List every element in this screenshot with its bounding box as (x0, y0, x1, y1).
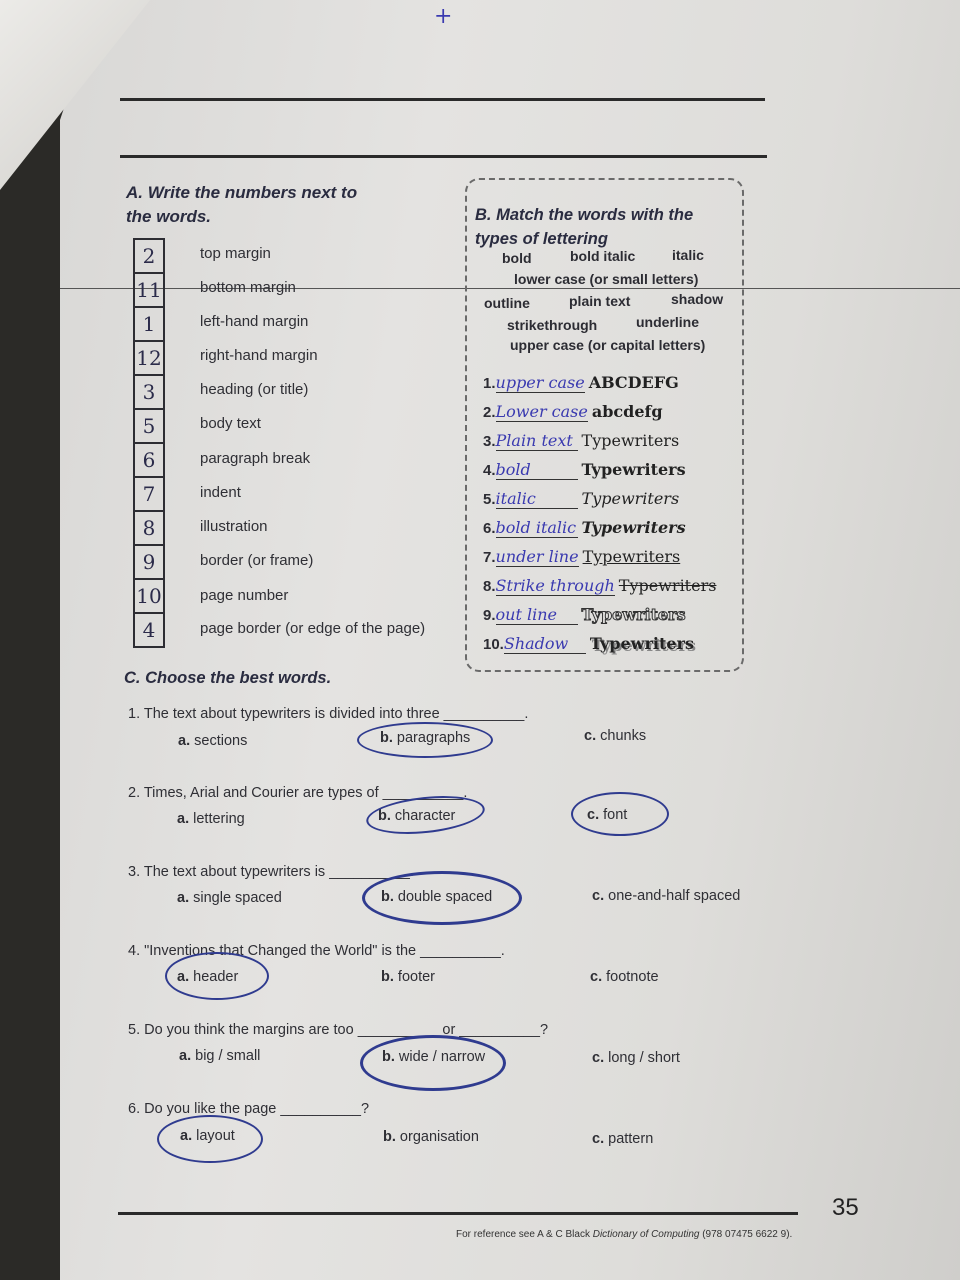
option-letter: a. (178, 733, 191, 749)
section-c-heading: C. Choose the best words. (124, 669, 332, 687)
option-text: lettering (193, 811, 245, 827)
section-b-line (483, 605, 686, 625)
option-text: paragraphs (396, 730, 471, 746)
option-c[interactable] (592, 1050, 680, 1066)
word-bank-item: shadow (671, 291, 724, 307)
option-c[interactable] (584, 728, 646, 744)
section-b-line (483, 518, 686, 538)
answer-field[interactable]: Lower case (495, 402, 588, 421)
option-c[interactable] (592, 1131, 653, 1147)
section-a-answer[interactable]: 7 (133, 476, 165, 510)
lettering-sample: Typewriters (618, 576, 717, 595)
option-b[interactable] (383, 1129, 479, 1145)
question-text: 1. The text about typewriters is divided into three __________. (128, 706, 529, 722)
section-a-label: page number (200, 587, 289, 604)
option-text: layout (196, 1128, 235, 1144)
answer-field[interactable]: italic (496, 489, 578, 509)
option-letter: b. (380, 730, 393, 746)
lettering-sample: Typewriters (581, 460, 686, 479)
section-a-answer[interactable]: 1 (133, 306, 165, 340)
option-text: single spaced (193, 890, 282, 906)
option-letter: a. (180, 1128, 193, 1144)
lettering-sample: ABCDEFG (588, 373, 679, 392)
option-letter: a. (179, 1048, 192, 1064)
answer-field[interactable]: Strike through (495, 576, 615, 595)
option-c[interactable] (592, 888, 740, 904)
line-number: 5. (483, 491, 496, 508)
option-letter: a. (177, 969, 190, 985)
footer-suffix: (978 07475 6622 9). (699, 1229, 793, 1240)
option-letter: b. (383, 1129, 396, 1145)
bottom-rule (118, 1212, 798, 1215)
answer-circle (157, 1115, 263, 1163)
option-text: big / small (195, 1048, 261, 1064)
section-a-label: illustration (200, 518, 268, 535)
section-a-label: page border (or edge of the page) (200, 620, 426, 637)
option-text: font (603, 807, 628, 823)
option-letter: c. (590, 969, 603, 985)
option-letter: a. (177, 811, 190, 827)
question-text: 4. "Inventions that Changed the World" is the __________. (128, 943, 505, 959)
section-a-label: bottom margin (200, 279, 296, 296)
option-text: one-and-half spaced (608, 888, 741, 904)
question-text: 2. Times, Arial and Courier are types of __________. (128, 785, 468, 801)
option-text: pattern (608, 1131, 654, 1147)
option-b[interactable] (381, 969, 435, 985)
section-a-answer[interactable]: 4 (133, 612, 165, 648)
word-bank-item: upper case (or capital letters) (510, 337, 706, 353)
section-a-label: right-hand margin (200, 347, 318, 364)
section-a-heading: A. Write the numbers next to the words. (126, 183, 358, 226)
section-b-line (483, 634, 694, 654)
section-a-answer[interactable]: 10 (133, 578, 165, 612)
lettering-sample: Typewriters (581, 489, 680, 508)
section-a-label: body text (200, 415, 261, 432)
section-a-answer[interactable]: 5 (133, 408, 165, 442)
option-letter: c. (584, 728, 597, 744)
section-a-label: indent (200, 484, 241, 501)
option-text: footnote (606, 969, 659, 985)
line-number: 10. (483, 636, 504, 653)
option-letter: b. (381, 889, 394, 905)
lettering-sample: Typewriters (582, 547, 681, 566)
section-a-answer[interactable]: 3 (133, 374, 165, 408)
option-letter: c. (592, 888, 605, 904)
section-a-label: border (or frame) (200, 552, 314, 569)
option-letter: a. (177, 890, 190, 906)
line-number: 4. (483, 462, 496, 479)
option-text: character (394, 808, 456, 824)
line-number: 9. (483, 607, 496, 624)
section-a-answer[interactable]: 11 (133, 272, 165, 306)
section-b-line (483, 373, 679, 393)
footer-reference (456, 1229, 792, 1240)
section-a-label: heading (or title) (200, 381, 309, 398)
section-a-answer[interactable]: 8 (133, 510, 165, 544)
word-bank-item: underline (636, 314, 700, 330)
answer-field[interactable]: under line (495, 547, 579, 566)
section-a-answer[interactable]: 6 (133, 442, 165, 476)
option-text: sections (194, 733, 248, 749)
section-a-label: top margin (200, 245, 271, 262)
answer-field[interactable]: Plain text (496, 431, 578, 451)
line-number: 3. (483, 433, 496, 450)
answer-field[interactable]: out line (496, 605, 578, 625)
option-text: double spaced (397, 889, 493, 905)
top-rule (120, 98, 765, 101)
option-letter: c. (592, 1050, 605, 1066)
lettering-sample: abcdefg (591, 402, 663, 421)
section-a-answer[interactable]: 2 (133, 238, 165, 272)
question-text: 6. Do you like the page __________? (128, 1101, 370, 1117)
answer-circle (360, 1035, 506, 1091)
page-number: 35 (832, 1194, 859, 1221)
option-text: chunks (600, 728, 647, 744)
option-a[interactable] (177, 890, 282, 906)
option-text: wide / narrow (398, 1049, 486, 1065)
answer-field[interactable]: bold (496, 460, 578, 480)
option-a[interactable] (179, 1048, 260, 1064)
answer-circle (357, 722, 493, 758)
section-a-label: left-hand margin (200, 313, 309, 330)
answer-field[interactable]: bold italic (495, 518, 577, 537)
answer-field[interactable]: Shadow (504, 634, 586, 654)
section-b-heading: B. Match the words with the types of lettering (475, 206, 694, 248)
option-c[interactable] (590, 969, 659, 985)
section-b-line (483, 431, 679, 451)
section-a-answer[interactable]: 12 (133, 340, 165, 374)
word-bank-item: bold (502, 250, 532, 266)
option-a[interactable] (178, 733, 247, 749)
lettering-sample: Typewriters (581, 431, 680, 450)
footer-prefix: For reference see A & C Black (456, 1229, 593, 1240)
option-letter: b. (381, 969, 394, 985)
section-b-line (483, 489, 679, 509)
section-a-answer[interactable]: 9 (133, 544, 165, 578)
answer-circle (165, 952, 269, 1000)
word-bank-item: lower case (or small letters) (514, 271, 699, 287)
top-scribble: + (434, 4, 453, 29)
word-bank-item: italic (672, 247, 704, 263)
line-number: 6. (483, 520, 496, 537)
question-text: 5. Do you think the margins are too __________ or __________? (128, 1022, 549, 1038)
option-letter: b. (378, 808, 391, 824)
section-b-line (483, 402, 663, 422)
line-number: 2. (483, 404, 496, 421)
footer-title: Dictionary of Computing (592, 1229, 700, 1240)
section-a-number-column (133, 238, 165, 648)
option-letter: c. (592, 1131, 605, 1147)
section-a-label: paragraph break (200, 450, 311, 467)
answer-circle (362, 871, 522, 925)
word-bank-item: strikethrough (507, 317, 598, 333)
word-bank-item: outline (484, 295, 530, 311)
section-b-line (483, 460, 686, 480)
line-number: 8. (483, 578, 496, 595)
word-bank-item: bold italic (570, 248, 636, 264)
option-letter: b. (382, 1049, 395, 1065)
option-a[interactable] (177, 811, 245, 827)
second-rule (120, 155, 767, 158)
option-text: footer (397, 969, 436, 985)
question-text: 3. The text about typewriters is __________. (128, 864, 414, 880)
line-number: 1. (483, 375, 496, 392)
answer-circle (571, 792, 669, 836)
option-text: long / short (608, 1050, 680, 1066)
lettering-sample: Typewriters (581, 605, 686, 624)
option-text: organisation (399, 1129, 479, 1145)
lettering-sample: Typewriters (589, 634, 694, 653)
section-b-line (483, 547, 680, 567)
line-number: 7. (483, 549, 496, 566)
option-letter: c. (587, 807, 600, 823)
option-text: header (193, 969, 239, 985)
answer-field[interactable]: upper case (495, 373, 585, 392)
section-b-line (483, 576, 716, 596)
lettering-sample: Typewriters (581, 518, 686, 537)
word-bank-item: plain text (569, 293, 631, 309)
